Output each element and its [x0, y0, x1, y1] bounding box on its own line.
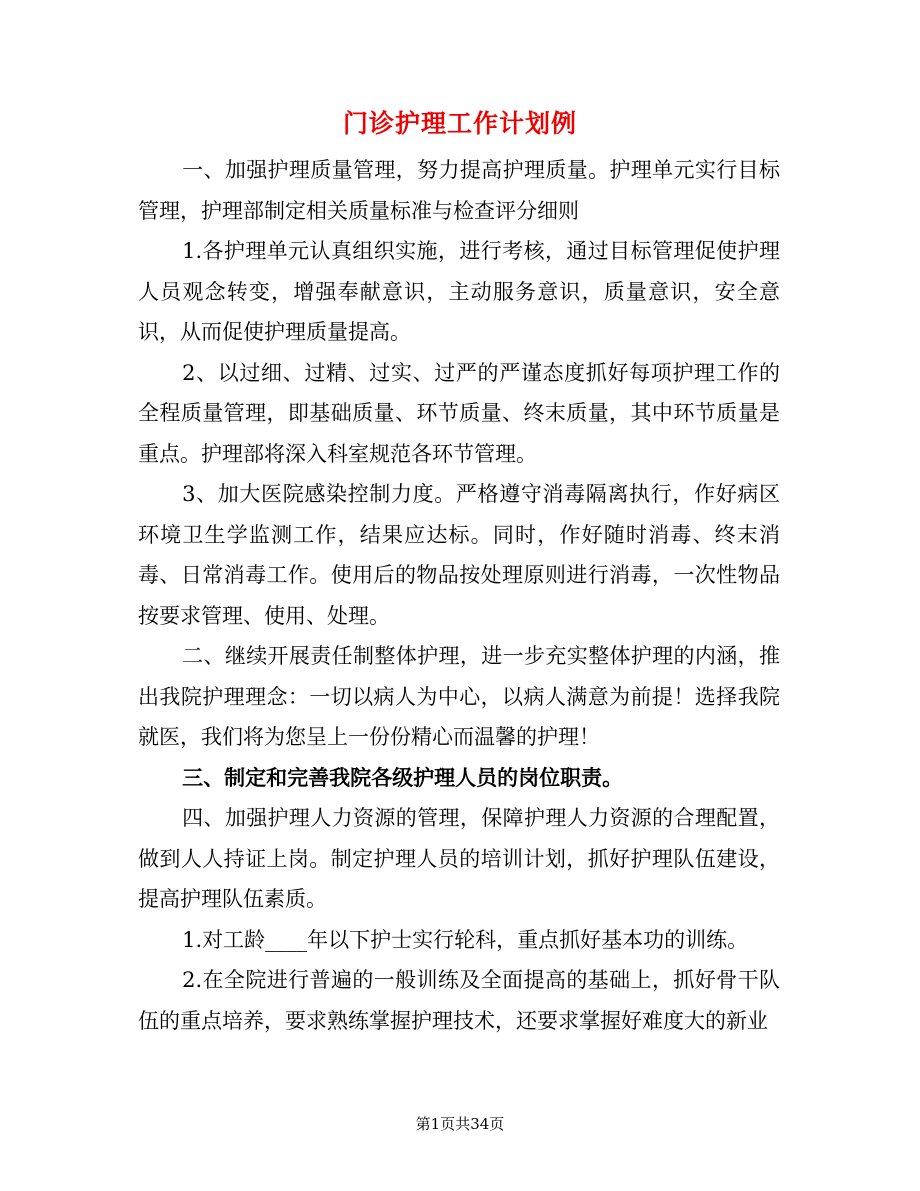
paragraph-item-4-1: 1.对工龄____年以下护士实行轮科，重点抓好基本功的训练。	[182, 927, 749, 952]
page-number-footer: 第1页共34页	[415, 1115, 505, 1133]
document-body	[138, 150, 780, 1041]
paragraph-item-1-2: 2、以过细、过精、过实、过严的严谨态度抓好每项护理工作的全程质量管理，即基础质量、环节质量、终末质量，其中环节质量是重点。护理部将深入科室规范各环节管理。	[138, 360, 780, 466]
paragraph-section-2: 二、继续开展责任制整体护理，进一步充实整体护理的内涵，推出我院护理理念：一切以病人为中心，以病人满意为前提！选择我院就医，我们将为您呈上一份份精心而温馨的护理！	[138, 644, 780, 749]
paragraph-section-3: 三、制定和完善我院各级护理人员的岗位职责。	[182, 764, 624, 790]
document-title: 门诊护理工作计划例	[342, 109, 577, 138]
paragraph-item-4-2: 2.在全院进行普遍的一般训练及全面提高的基础上，抓好骨干队伍的重点培养，要求熟练掌握护理技术，还要求掌握好难度大的新业	[138, 968, 780, 1033]
paragraph-section-1: 一、加强护理质量管理，努力提高护理质量。护理单元实行目标管理，护理部制定相关质量标准与检查评分细则	[138, 158, 780, 223]
paragraph-item-1-3: 3、加大医院感染控制力度。严格遵守消毒隔离执行，作好病区环境卫生学监测工作，结果应达标。同时，作好随时消毒、终末消毒、日常消毒工作。使用后的物品按处理原则进行消毒，一次性物品按要求管理、使用、处理。	[138, 482, 780, 628]
paragraph-section-4: 四、加强护理人力资源的管理，保障护理人力资源的合理配置，做到人人持证上岗。制定护理人员的培训计划，抓好护理队伍建设，提高护理队伍素质。	[138, 806, 780, 911]
paragraph-item-1-1: 1.各护理单元认真组织实施，进行考核，通过目标管理促使护理人员观念转变，增强奉献意识，主动服务意识，质量意识，安全意识，从而促使护理质量提高。	[138, 239, 780, 344]
